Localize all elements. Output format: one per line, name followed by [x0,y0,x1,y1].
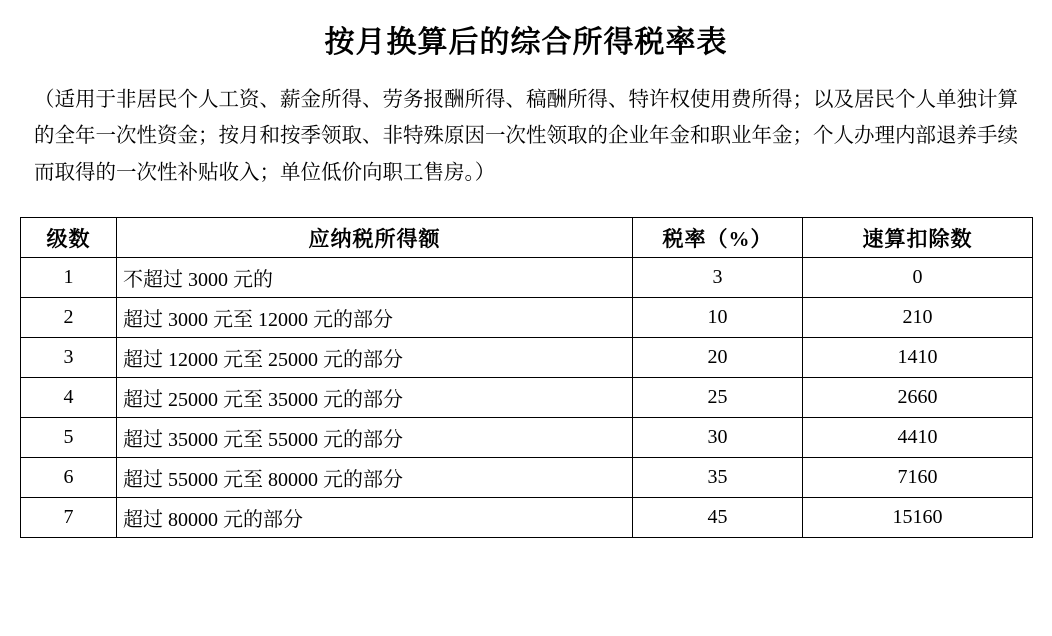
cell-quick-deduction: 1410 [803,338,1033,378]
cell-level: 7 [21,498,117,538]
cell-level: 4 [21,378,117,418]
cell-level: 2 [21,298,117,338]
column-header-taxable-income: 应纳税所得额 [117,218,633,258]
table-header-row [21,218,1033,258]
column-header-level: 级数 [21,218,117,258]
tax-rate-table [20,217,1033,538]
cell-level: 3 [21,338,117,378]
cell-rate: 10 [633,298,803,338]
cell-rate: 25 [633,378,803,418]
cell-taxable-income: 超过 12000 元至 25000 元的部分 [117,338,633,378]
table-header [21,218,1033,258]
cell-taxable-income: 超过 25000 元至 35000 元的部分 [117,378,633,418]
cell-rate: 3 [633,258,803,298]
tax-rate-table-wrapper [20,217,1032,538]
page-title: 按月换算后的综合所得税率表 [324,26,728,59]
column-header-rate: 税率（%） [633,218,803,258]
table-row [21,338,1033,378]
table-body [21,258,1033,538]
document-page [0,22,1052,636]
column-header-quick-deduction: 速算扣除数 [803,218,1033,258]
cell-quick-deduction: 7160 [803,458,1033,498]
document-subtitle: （适用于非居民个人工资、薪金所得、劳务报酬所得、稿酬所得、特许权使用费所得；以及居民个人单独计算的全年一次性资金；按月和按季领取、非特殊原因一次性领取的企业年金和职业年金；个人办理内部退养手续而取得的一次性补贴收入；单位低价向职工售房。） [34,89,1018,184]
cell-level: 6 [21,458,117,498]
cell-taxable-income: 超过 35000 元至 55000 元的部分 [117,418,633,458]
cell-taxable-income: 超过 3000 元至 12000 元的部分 [117,298,633,338]
cell-taxable-income: 不超过 3000 元的 [117,258,633,298]
cell-quick-deduction: 15160 [803,498,1033,538]
cell-quick-deduction: 0 [803,258,1033,298]
table-row [21,258,1033,298]
cell-quick-deduction: 4410 [803,418,1033,458]
cell-quick-deduction: 2660 [803,378,1033,418]
cell-level: 1 [21,258,117,298]
table-row [21,418,1033,458]
cell-taxable-income: 超过 80000 元的部分 [117,498,633,538]
cell-level: 5 [21,418,117,458]
table-row [21,498,1033,538]
table-row [21,458,1033,498]
cell-rate: 20 [633,338,803,378]
cell-rate: 30 [633,418,803,458]
cell-rate: 45 [633,498,803,538]
cell-taxable-income: 超过 55000 元至 80000 元的部分 [117,458,633,498]
table-row [21,298,1033,338]
table-row [21,378,1033,418]
cell-quick-deduction: 210 [803,298,1033,338]
cell-rate: 35 [633,458,803,498]
